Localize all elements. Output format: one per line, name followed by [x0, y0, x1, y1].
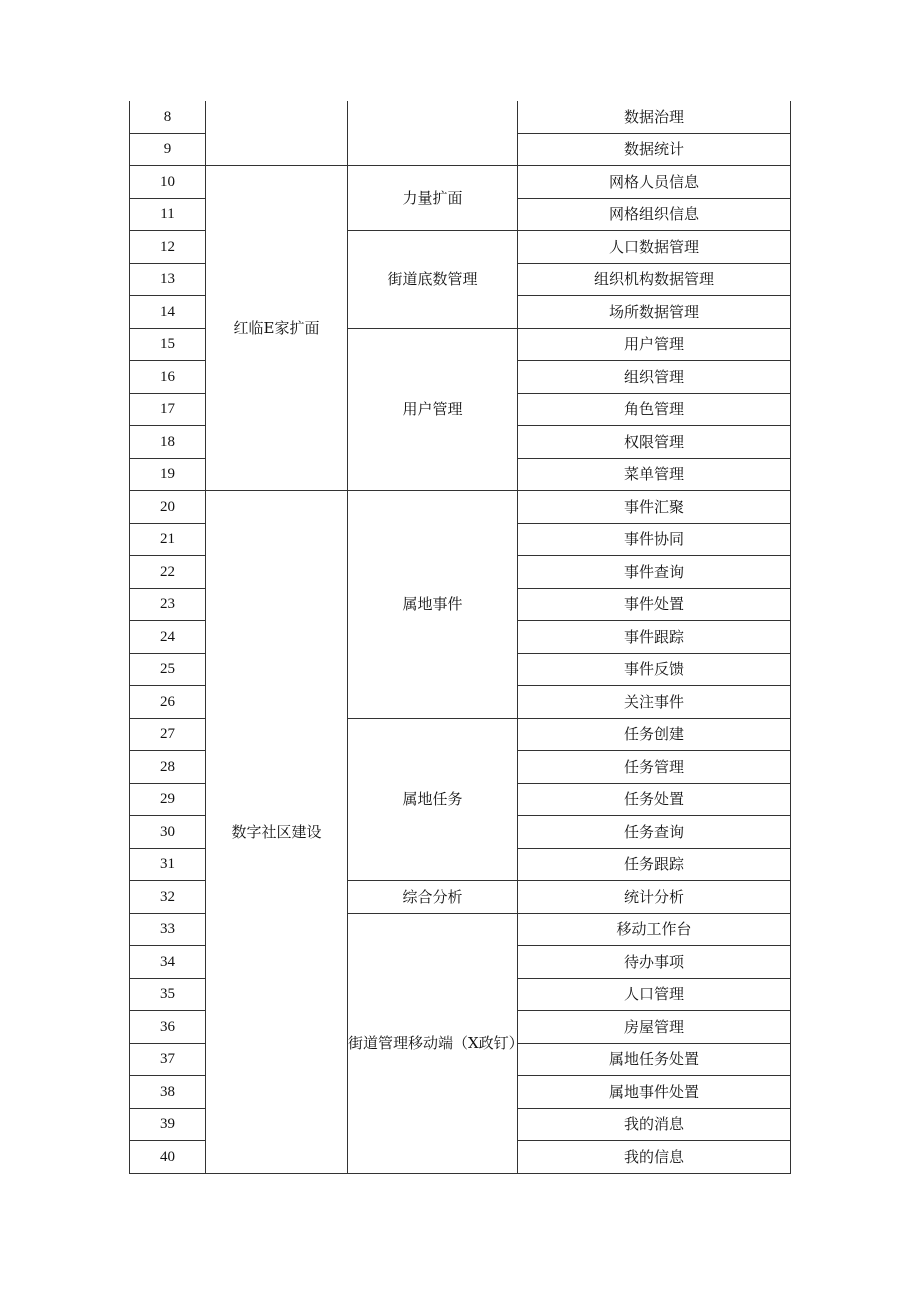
function-cell: 事件协同: [518, 523, 791, 556]
row-number: 35: [130, 978, 206, 1011]
function-cell: 移动工作台: [518, 913, 791, 946]
row-number: 12: [130, 231, 206, 264]
module-cell: 红临E家扩面: [206, 166, 348, 491]
function-cell: 网格人员信息: [518, 166, 791, 199]
function-cell: 任务创建: [518, 718, 791, 751]
row-number: 19: [130, 458, 206, 491]
row-number: 17: [130, 393, 206, 426]
function-cell: 房屋管理: [518, 1011, 791, 1044]
function-cell: 事件查询: [518, 556, 791, 589]
submodule-cell: 属地事件: [348, 491, 518, 719]
function-cell: 权限管理: [518, 426, 791, 459]
function-cell: 组织管理: [518, 361, 791, 394]
function-cell: 组织机构数据管理: [518, 263, 791, 296]
function-cell: 角色管理: [518, 393, 791, 426]
table-row: [130, 491, 791, 524]
submodule-cell: 街道管理移动端（X政钉）: [348, 913, 518, 1173]
function-cell: 数据统计: [518, 133, 791, 166]
row-number: 23: [130, 588, 206, 621]
table-row: [130, 166, 791, 199]
row-number: 10: [130, 166, 206, 199]
function-cell: 事件反馈: [518, 653, 791, 686]
function-cell: 任务处置: [518, 783, 791, 816]
row-number: 33: [130, 913, 206, 946]
row-number: 22: [130, 556, 206, 589]
module-cell: 数字社区建设: [206, 491, 348, 1174]
function-cell: 数据治理: [518, 101, 791, 133]
function-cell: 用户管理: [518, 328, 791, 361]
row-number: 40: [130, 1141, 206, 1174]
function-cell: 我的信息: [518, 1141, 791, 1174]
submodule-cell: 用户管理: [348, 328, 518, 491]
row-number: 28: [130, 751, 206, 784]
table-row: [130, 101, 791, 133]
row-number: 24: [130, 621, 206, 654]
row-number: 8: [130, 101, 206, 133]
row-number: 30: [130, 816, 206, 849]
function-cell: 属地任务处置: [518, 1043, 791, 1076]
row-number: 29: [130, 783, 206, 816]
row-number: 32: [130, 881, 206, 914]
submodule-cell: 综合分析: [348, 881, 518, 914]
function-cell: 事件跟踪: [518, 621, 791, 654]
row-number: 25: [130, 653, 206, 686]
function-cell: 菜单管理: [518, 458, 791, 491]
row-number: 21: [130, 523, 206, 556]
row-number: 14: [130, 296, 206, 329]
function-cell: 我的消息: [518, 1108, 791, 1141]
submodule-cell: 力量扩面: [348, 166, 518, 231]
function-cell: 任务管理: [518, 751, 791, 784]
function-cell: 人口管理: [518, 978, 791, 1011]
function-cell: 任务跟踪: [518, 848, 791, 881]
row-number: 36: [130, 1011, 206, 1044]
row-number: 37: [130, 1043, 206, 1076]
row-number: 34: [130, 946, 206, 979]
function-cell: 关注事件: [518, 686, 791, 719]
function-cell: 任务查询: [518, 816, 791, 849]
function-cell: 场所数据管理: [518, 296, 791, 329]
row-number: 16: [130, 361, 206, 394]
row-number: 26: [130, 686, 206, 719]
submodule-cell: 街道底数管理: [348, 231, 518, 329]
row-number: 13: [130, 263, 206, 296]
function-cell: 事件汇聚: [518, 491, 791, 524]
row-number: 9: [130, 133, 206, 166]
row-number: 15: [130, 328, 206, 361]
row-number: 20: [130, 491, 206, 524]
row-number: 38: [130, 1076, 206, 1109]
submodule-cell: 属地任务: [348, 718, 518, 881]
row-number: 39: [130, 1108, 206, 1141]
function-cell: 待办事项: [518, 946, 791, 979]
row-number: 11: [130, 198, 206, 231]
submodule-cell: [348, 101, 518, 166]
function-cell: 属地事件处置: [518, 1076, 791, 1109]
function-list-table: [129, 101, 791, 1174]
row-number: 18: [130, 426, 206, 459]
function-cell: 统计分析: [518, 881, 791, 914]
function-cell: 事件处置: [518, 588, 791, 621]
function-cell: 人口数据管理: [518, 231, 791, 264]
row-number: 31: [130, 848, 206, 881]
row-number: 27: [130, 718, 206, 751]
module-cell: [206, 101, 348, 166]
function-cell: 网格组织信息: [518, 198, 791, 231]
